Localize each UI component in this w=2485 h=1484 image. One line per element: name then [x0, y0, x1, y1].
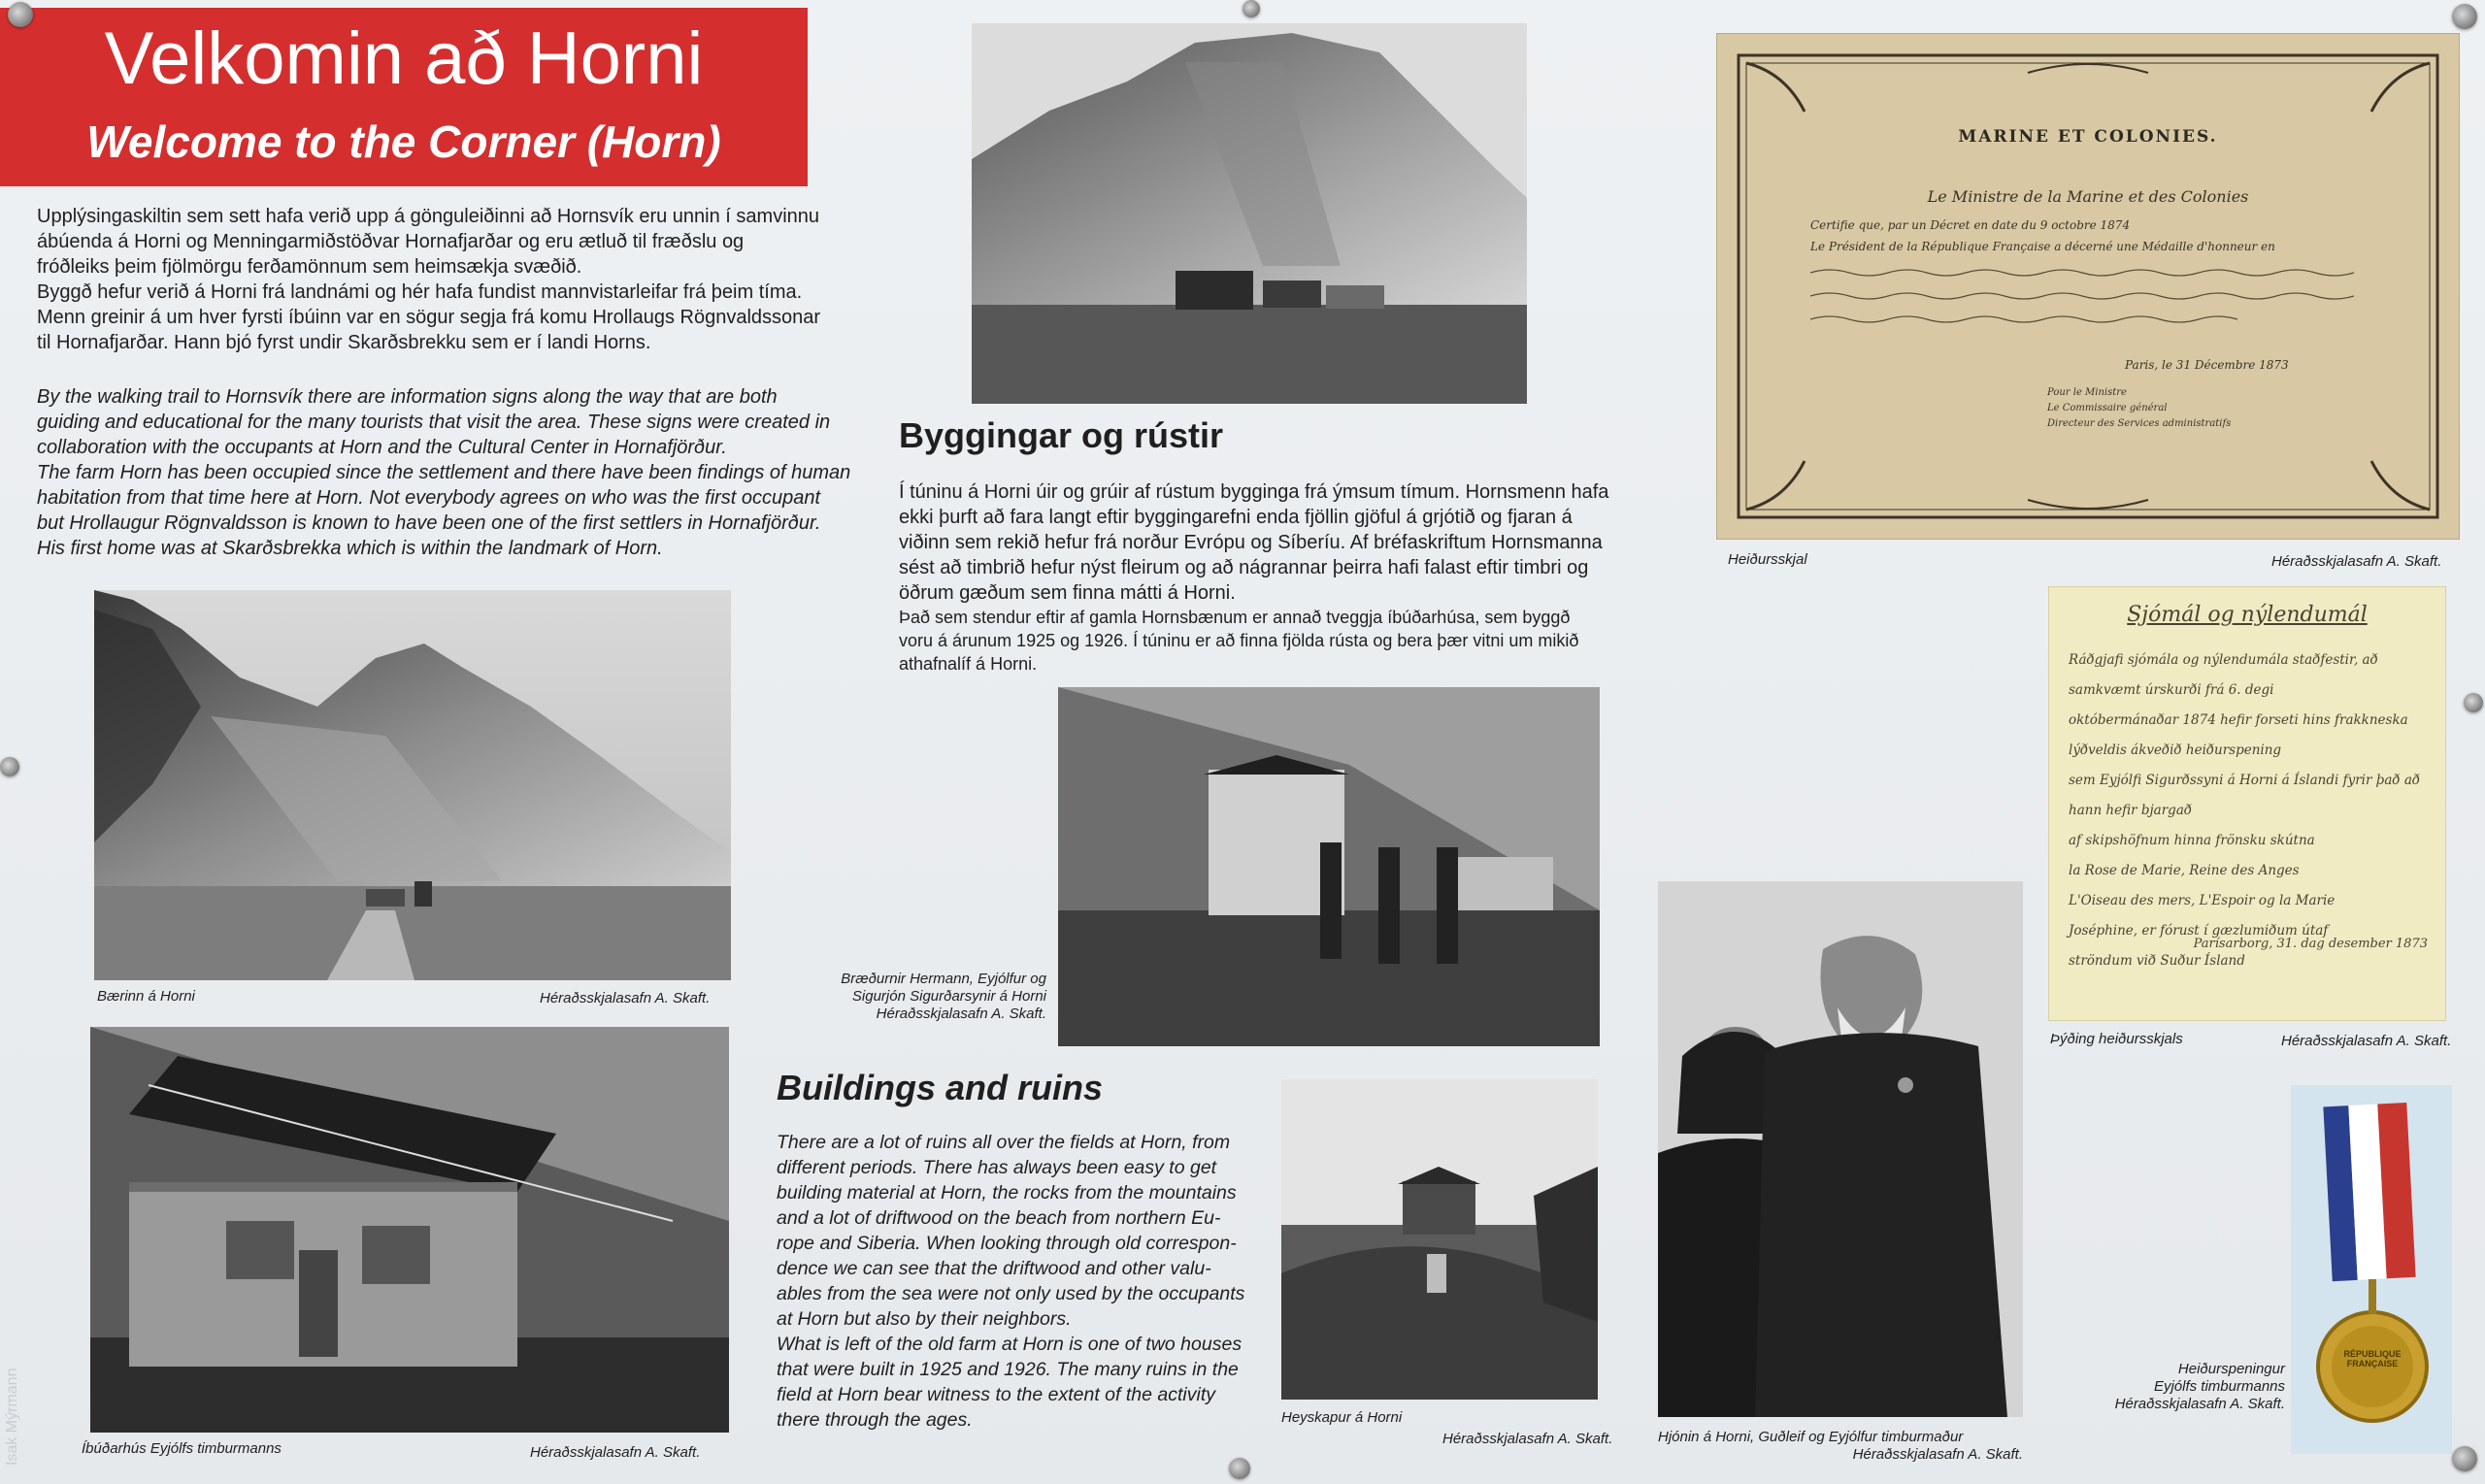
diploma-document: [1716, 33, 2460, 540]
section-en-line: field at Horn bear witness to the extent of the activity: [777, 1384, 1215, 1405]
screw-icon: [2452, 1446, 2477, 1471]
caption-medal: [2093, 1361, 2285, 1413]
caption-brothers-line: Bræðurnir Hermann, Eyjólfur og: [841, 971, 1046, 987]
section-ic-line: athafnalíf á Horni.: [899, 654, 1038, 674]
section-ic-line: viðinn sem rekið hefur frá norður Evrópu og Síberíu. Af bréfaskriftum Hornsmanna: [899, 532, 1603, 553]
section-en-line: What is left of the old farm at Horn is one of two houses: [777, 1334, 1242, 1355]
section-en-line: dence we can see that the driftwood and other valu-: [777, 1258, 1211, 1279]
caption-farm: Bærinn á Horni: [97, 988, 195, 1005]
caption-house-source: Héraðsskjalasafn A. Skaft.: [530, 1444, 701, 1461]
caption-diploma-source: Héraðsskjalasafn A. Skaft.: [2271, 553, 2442, 570]
diploma-header: MARINE ET COLONIES.: [1958, 127, 2218, 147]
section-en-line: and a lot of driftwood on the beach from northern Eu-: [777, 1207, 1221, 1229]
title-english: Welcome to the Corner (Horn): [86, 116, 721, 167]
section-ic-line: ekki þurft að fara langt eftir byggingarefni enda fjöllin gjöful á grjótið og fjaran á: [899, 507, 1573, 528]
translation-line: la Rose de Marie, Reine des Anges: [2069, 863, 2300, 878]
intro-ic-line: Menn greinir á um hver fyrsti íbúinn var en sögur segja frá komu Hrollaugs Rögnvaldssonar: [37, 307, 821, 328]
caption-house: Íbúðarhús Eyjólfs timburmanns: [82, 1440, 282, 1457]
screw-icon: [2464, 693, 2483, 712]
intro-english: [37, 384, 852, 561]
section-ic-line: öðrum gæðum sem finna mátti á Horni.: [899, 582, 1236, 604]
section-en-line: building material at Horn, the rocks from the mountains: [777, 1182, 1237, 1204]
caption-brothers-line: Sigurjón Sigurðarsynir á Horni: [851, 988, 1046, 1005]
caption-couple-line: Hjónin á Horni, Guðleif og Eyjólfur timburmaður: [1658, 1429, 1964, 1445]
caption-brothers: [796, 971, 1046, 1023]
intro-ic-line: til Hornafjarðar. Hann bjó fyrst undir Skarðsbrekku sem er í landi Horns.: [37, 332, 651, 353]
section-en-line: ables from the sea were not only used by the occupants: [777, 1283, 1245, 1304]
translation-line: ströndum við Suður Ísland: [2069, 953, 2245, 969]
medal-inscription: RÉPUBLIQUE FRANÇAISE: [2343, 1349, 2402, 1369]
intro-en-line: but Hrollaugur Rögnvaldsson is known to have been one of the first settlers in Hornafjörður.: [37, 512, 821, 534]
translation-line: Joséphine, er fórust í gæzlumiðum útaf: [2069, 923, 2329, 939]
section-ic-line: Það sem stendur eftir af gamla Hornsbænum er annað tveggja íbúðarhúsa, sem byggð: [899, 608, 1571, 627]
section-en-line: rope and Siberia. When looking through old correspon-: [777, 1233, 1237, 1254]
caption-couple-source: Héraðsskjalasafn A. Skaft.: [1852, 1446, 2023, 1463]
diploma-signature: [1717, 385, 2459, 432]
translation-date: Parísarborg, 31. dag desember 1873: [2193, 937, 2428, 951]
intro-ic-line: ábúenda á Horni og Menningarmiðstöðvar Hornafjarðar og eru ætluð til fræðslu og: [37, 231, 745, 252]
intro-en-line: habitation from that time here at Horn. Not everybody agrees on who was the first occupant: [37, 487, 821, 509]
screw-icon: [1229, 1458, 1250, 1479]
section-ic-line: sést að timbrið hefur nýst fleirum og að nágrannar þeirra hafi falast eftir timbri og: [899, 557, 1589, 578]
caption-couple: [1658, 1429, 2023, 1464]
photo-mountain-farm: [972, 23, 1527, 404]
caption-translation: Þýðing heiðursskjals: [2050, 1031, 2183, 1047]
translation-line: L'Oiseau des mers, L'Espoir og la Marie: [2069, 893, 2336, 908]
intro-ic-line: Upplýsingaskiltin sem sett hafa verið upp á gönguleiðinni að Hornsvík eru unnin í samvinnu: [37, 206, 820, 227]
section-ic-line: voru á árunum 1925 og 1926. Í túninu er að finna fjölda rústa og bera þær vitni um mikið: [899, 631, 1579, 650]
intro-en-line: The farm Horn has been occupied since the settlement and there have been findings of human: [37, 462, 851, 483]
caption-hay: Heyskapur á Horni: [1281, 1409, 1403, 1426]
screw-icon: [2452, 4, 2477, 29]
translation-line: októbermánaðar 1874 hefir forseti hins frakkneska lýðveldis ákveðið heiðurspening: [2069, 712, 2408, 758]
caption-diploma: Heiðursskjal: [1728, 551, 1807, 568]
translation-body: [2069, 645, 2428, 976]
intro-icelandic: [37, 204, 852, 355]
diploma-line: Certifie que, par un Décret en date du 9 octobre 1874: [1810, 218, 2131, 232]
caption-farm-source: Héraðsskjalasafn A. Skaft.: [540, 990, 711, 1006]
section-heading-icelandic: Byggingar og rústir: [899, 415, 1224, 455]
translation-document: [2048, 586, 2446, 1021]
section-en-line: that were built in 1925 and 1926. The many ruins in the: [777, 1359, 1239, 1380]
photo-farm-horn: [94, 590, 731, 980]
intro-ic-line: fróðleiks þeim fjölmörgu ferðamönnum sem heimsækja svæðið.: [37, 256, 582, 278]
section-text-icelandic: [899, 479, 1656, 676]
screw-icon: [8, 2, 33, 27]
intro-en-line: collaboration with the occupants at Horn and the Cultural Center in Hornafjörður.: [37, 437, 727, 458]
intro-en-line: By the walking trail to Hornsvík there are information signs along the way that are both: [37, 386, 778, 408]
section-heading-english: Buildings and ruins: [777, 1068, 1104, 1107]
photo-watermark: Isak Mýrmann: [4, 1368, 20, 1466]
title-icelandic: Velkomin að Horni: [104, 17, 704, 100]
caption-hay-source: Héraðsskjalasafn A. Skaft.: [1442, 1431, 1613, 1447]
photo-haymaking: [1281, 1079, 1598, 1400]
diploma-sig-line: Directeur des Services administratifs: [2047, 418, 2232, 429]
diploma-handwriting: [1810, 263, 2373, 341]
photo-couple-portrait: [1658, 881, 2023, 1417]
caption-translation-source: Héraðsskjalasafn A. Skaft.: [2281, 1033, 2452, 1049]
intro-en-line: guiding and educational for the many tourists that visit the area. These signs were created in: [37, 412, 831, 433]
diploma-sig-line: Le Commissaire général: [2047, 403, 2168, 413]
diploma-line: Le Président de la République Française a décerné une Médaille d'honneur en: [1810, 240, 2275, 253]
caption-brothers-source: Héraðsskjalasafn A. Skaft.: [876, 1006, 1046, 1022]
screw-icon: [0, 757, 19, 776]
section-en-line: There are a lot of ruins all over the fields at Horn, from: [777, 1132, 1231, 1153]
diploma-line: Le Ministre de la Marine et des Colonies: [1927, 187, 2249, 206]
section-text-english: [777, 1130, 1272, 1433]
photo-house-eyjolfur: [90, 1027, 729, 1433]
photo-three-brothers: [1058, 687, 1600, 1046]
caption-medal-source: Héraðsskjalasafn A. Skaft.: [2114, 1396, 2285, 1412]
translation-line: af skipshöfnum hinna frönsku skútna: [2069, 833, 2315, 848]
screw-icon: [1242, 0, 1260, 17]
translation-line: sem Eyjólfi Sigurðssyni á Horni á Íslandi fyrir það að hann hefir bjargað: [2069, 773, 2421, 818]
caption-medal-line: Eyjólfs timburmanns: [2153, 1378, 2285, 1395]
diploma-date: Paris, le 31 Décembre 1873: [2125, 358, 2289, 372]
intro-ic-line: Byggð hefur verið á Horni frá landnámi og hér hafa fundist mannvistarleifar frá þeim tíma.: [37, 281, 803, 303]
section-en-line: different periods. There has always been easy to get: [777, 1157, 1217, 1178]
medal-photo: [2291, 1085, 2452, 1454]
translation-title: Sjómál og nýlendumál: [2127, 603, 2368, 627]
section-ic-line: Í túninu á Horni úir og grúir af rústum bygginga frá ýmsum tímum. Hornsmenn hafa: [899, 481, 1609, 503]
caption-medal-line: Heiðurspeningur: [2177, 1361, 2285, 1377]
translation-line: Ráðgjafi sjómála og nýlendumála staðfestir, að samkvæmt úrskurði frá 6. degi: [2069, 652, 2378, 698]
medal-icon: [2291, 1085, 2452, 1454]
diploma-sig-line: Pour le Ministre: [2047, 387, 2127, 398]
section-en-line: at Horn but also by their neighbors.: [777, 1308, 1072, 1330]
intro-en-line: His first home was at Skarðsbrekka which is within the landmark of Horn.: [37, 538, 663, 559]
section-en-line: there through the ages.: [777, 1409, 973, 1431]
